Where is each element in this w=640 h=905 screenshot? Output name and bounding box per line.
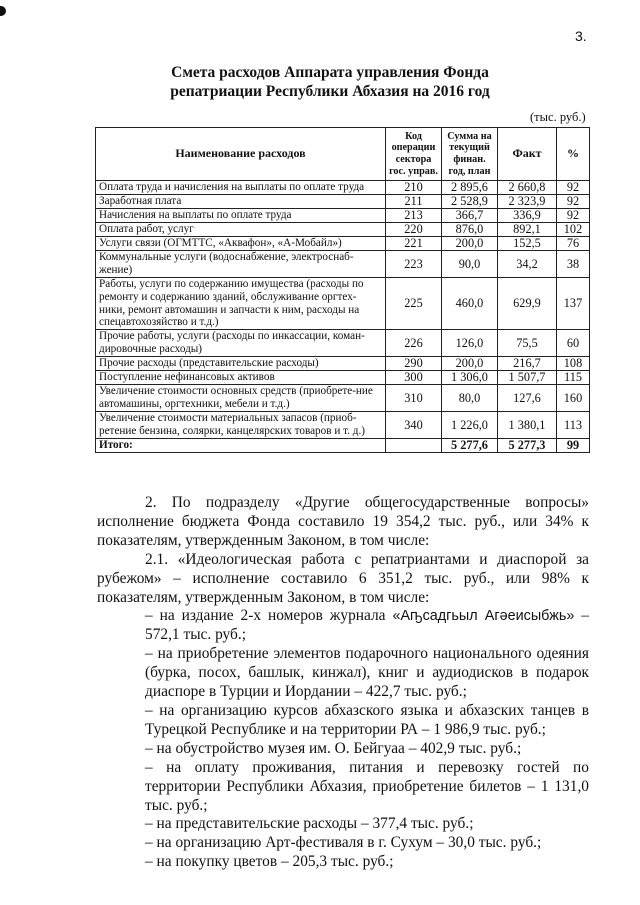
cell-name: Начисления на выплаты по оплате труда — [96, 209, 386, 223]
table-row — [96, 251, 590, 278]
total-label: Итого: — [96, 439, 386, 453]
total-plan: 5 277,6 — [442, 439, 498, 453]
cell-fact: 75,5 — [498, 330, 557, 357]
document-title — [120, 63, 540, 101]
cell-fact: 1 380,1 — [498, 412, 557, 439]
table-row — [96, 412, 590, 439]
cell-plan: 200,0 — [442, 237, 498, 251]
journal-name: «Аҧсадгьыл Агәеисыбжь» — [392, 608, 575, 625]
cell-fact: 152,5 — [498, 237, 557, 251]
cell-plan: 1 226,0 — [442, 412, 498, 439]
cell-plan: 1 306,0 — [442, 371, 498, 385]
cell-percent: 113 — [557, 412, 590, 439]
cell-name: Поступление нефинансовых активов — [96, 371, 386, 385]
paragraph-2: 2. По подразделу «Другие общегосударственные вопросы» исполнение бюджета Фонда составило 19 354,2 тыс. руб., или 34% к показателям, утвержденным Законом, в том числе: — [97, 494, 589, 549]
cell-name: Прочие расходы (представительские расходы) — [96, 357, 386, 371]
total-fact: 5 277,3 — [498, 439, 557, 453]
cell-fact: 127,6 — [498, 385, 557, 412]
cell-code: 221 — [386, 237, 442, 251]
cell-code: 220 — [386, 223, 442, 237]
total-percent: 99 — [557, 439, 590, 453]
header-fact: Факт — [498, 128, 557, 181]
table-row — [96, 278, 590, 330]
cell-plan: 460,0 — [442, 278, 498, 330]
cell-name: Прочие работы, услуги (расходы по инкассации, коман-дировочные расходы) — [96, 330, 386, 357]
list-item: – на представительские расходы – 377,4 тыс. руб.; — [145, 815, 474, 833]
header-code: Код операции сектора гос. управ. — [386, 128, 442, 181]
cell-percent: 92 — [557, 181, 590, 195]
page-number: 3. — [575, 28, 587, 44]
table-row — [96, 330, 590, 357]
cell-fact: 1 507,7 — [498, 371, 557, 385]
cell-percent: 160 — [557, 385, 590, 412]
cell-code: 300 — [386, 371, 442, 385]
scan-edge-mark — [0, 6, 6, 16]
cell-code: 340 — [386, 412, 442, 439]
cell-code: 226 — [386, 330, 442, 357]
cell-percent: 115 — [557, 371, 590, 385]
cell-plan: 80,0 — [442, 385, 498, 412]
cell-code: 290 — [386, 357, 442, 371]
table-row — [96, 223, 590, 237]
cell-percent: 108 — [557, 357, 590, 371]
cell-percent: 92 — [557, 209, 590, 223]
cell-name: Оплата труда и начисления на выплаты по оплате труда — [96, 181, 386, 195]
table-row — [96, 237, 590, 251]
cell-percent: 92 — [557, 195, 590, 209]
expense-list — [97, 607, 589, 872]
table-header-row — [96, 128, 590, 181]
cell-name: Услуги связи (ОГМТТС, «Аквафон», «А-Мобайл») — [96, 237, 386, 251]
table-row — [96, 195, 590, 209]
body-text — [97, 494, 589, 872]
cell-fact: 216,7 — [498, 357, 557, 371]
cell-plan: 126,0 — [442, 330, 498, 357]
table-row — [96, 209, 590, 223]
header-plan: Сумма на текущий финан. год, план — [442, 128, 498, 181]
cell-plan: 90,0 — [442, 251, 498, 278]
list-item: – на оплату проживания, питания и перевозку гостей по территории Республики Абхазия, приобретение билетов – 1 131,0 тыс. руб.; — [145, 758, 589, 814]
cell-name: Работы, услуги по содержанию имущества (расходы по ремонту и содержанию зданий, обслуживание оргтех-ники, ремонт автомашин и запчасти к ним, расходы на спецавтохозяйство и т.д.) — [96, 278, 386, 330]
cell-fact: 336,9 — [498, 209, 557, 223]
cell-name: Оплата работ, услуг — [96, 223, 386, 237]
list-item: – на покупку цветов – 205,3 тыс. руб.; — [145, 853, 394, 871]
cell-percent: 60 — [557, 330, 590, 357]
cell-name: Увеличение стоимости материальных запасов (приоб-ретение бензина, солярки, канцелярских товаров и т. д.) — [96, 412, 386, 439]
cell-plan: 2 528,9 — [442, 195, 498, 209]
list-item-text: – 572,1 тыс. руб.; — [145, 607, 589, 644]
list-item — [145, 607, 589, 645]
table-row — [96, 385, 590, 412]
cell-code: 225 — [386, 278, 442, 330]
paragraph-2-1: 2.1. «Идеологическая работа с репатриантами и диаспорой за рубежом» – исполнение составило 6 351,2 тыс. руб., или 98% к показателям, утвержденным Законом, в том числе: — [97, 550, 589, 606]
cell-plan: 200,0 — [442, 357, 498, 371]
cell-plan: 876,0 — [442, 223, 498, 237]
cell-fact: 629,9 — [498, 278, 557, 330]
title-line-1: Смета расходов Аппарата управления Фонда — [171, 64, 489, 81]
cell-plan: 2 895,6 — [442, 181, 498, 195]
list-item: – на организацию Арт-фестиваля в г. Сухум – 30,0 тыс. руб.; — [145, 834, 542, 852]
list-item: – на обустройство музея им. О. Бейгуаа – 402,9 тыс. руб.; — [145, 739, 522, 757]
list-item: – на приобретение элементов подарочного национального одеяния (бурка, посох, башлык, кинжал), книг и аудиодисков в подарок диаспоре в Турции и Иордании – 422,7 тыс. руб.; — [145, 645, 589, 701]
budget-table — [95, 127, 590, 453]
cell-fact: 34,2 — [498, 251, 557, 278]
total-code — [386, 439, 442, 453]
cell-fact: 2 323,9 — [498, 195, 557, 209]
header-percent: % — [557, 128, 590, 181]
cell-percent: 38 — [557, 251, 590, 278]
cell-code: 223 — [386, 251, 442, 278]
cell-name: Коммунальные услуги (водоснабжение, электроснаб-жение) — [96, 251, 386, 278]
header-name: Наименование расходов — [96, 128, 386, 181]
cell-fact: 892,1 — [498, 223, 557, 237]
cell-name: Заработная плата — [96, 195, 386, 209]
cell-percent: 76 — [557, 237, 590, 251]
cell-percent: 102 — [557, 223, 590, 237]
table-row — [96, 371, 590, 385]
table-row — [96, 181, 590, 195]
cell-percent: 137 — [557, 278, 590, 330]
cell-code: 213 — [386, 209, 442, 223]
cell-plan: 366,7 — [442, 209, 498, 223]
list-item-text: – на издание 2-х номеров журнала — [145, 607, 393, 625]
cell-fact: 2 660,8 — [498, 181, 557, 195]
title-line-2: репатриации Республики Абхазия на 2016 год — [170, 83, 490, 100]
cell-code: 210 — [386, 181, 442, 195]
units-label: (тыс. руб.) — [530, 110, 586, 124]
cell-name: Увеличение стоимости основных средств (приобрете-ние автомашины, оргтехники, мебели и т.д.) — [96, 385, 386, 412]
table-row — [96, 357, 590, 371]
list-item: – на организацию курсов абхазского языка и абхазских танцев в Турецкой Республике и на территории РА – 1 986,9 тыс. руб.; — [145, 701, 589, 738]
cell-code: 310 — [386, 385, 442, 412]
cell-code: 211 — [386, 195, 442, 209]
table-total-row — [96, 439, 590, 453]
